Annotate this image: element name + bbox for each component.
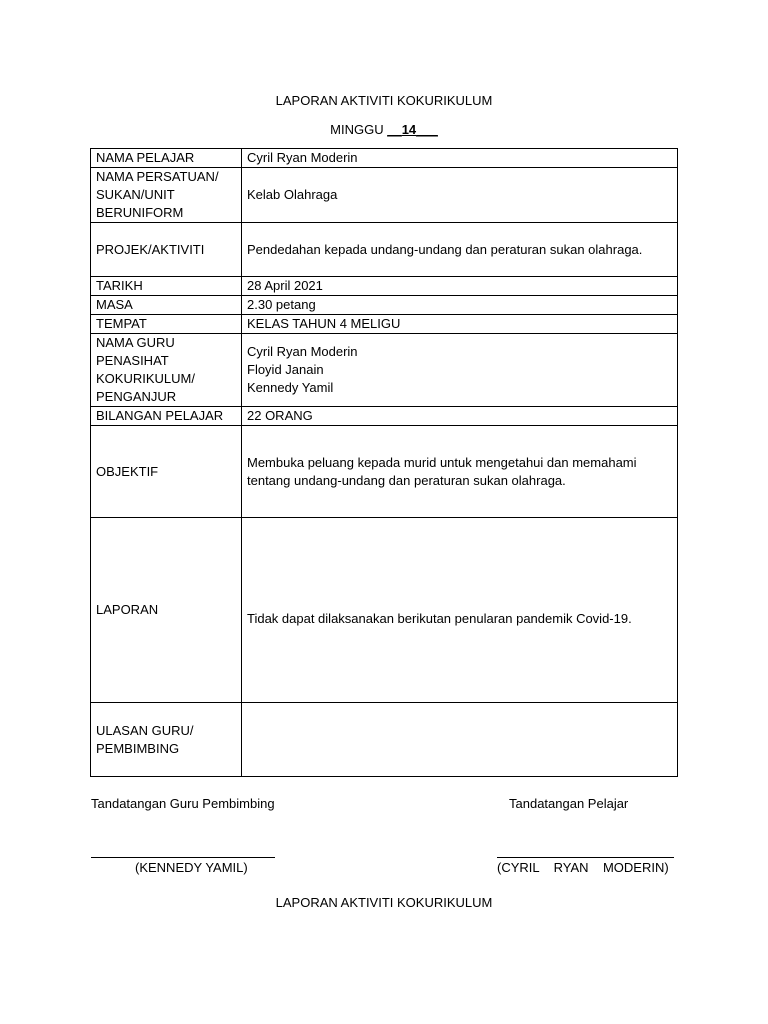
signature-line-guru — [91, 857, 275, 858]
label-guru: NAMA GURU PENASIHAT KOKURIKULUM/ PENGANJUR — [91, 334, 242, 407]
signature-name-guru: (KENNEDY YAMIL) — [135, 860, 248, 875]
label-bilangan: BILANGAN PELAJAR — [91, 407, 242, 426]
value-tempat: KELAS TAHUN 4 MELIGU — [242, 315, 678, 334]
row-objektif — [91, 426, 678, 518]
row-persatuan — [91, 168, 678, 223]
label-nama-pelajar: NAMA PELAJAR — [91, 149, 242, 168]
label-projek: PROJEK/AKTIVITI — [91, 223, 242, 277]
row-ulasan — [91, 703, 678, 777]
value-laporan: Tidak dapat dilaksanakan berikutan penularan pandemik Covid-19. — [242, 518, 678, 703]
signature-label-guru: Tandatangan Guru Pembimbing — [91, 796, 275, 811]
row-nama-pelajar — [91, 149, 678, 168]
value-nama-pelajar: Cyril Ryan Moderin — [242, 149, 678, 168]
signature-label-pelajar: Tandatangan Pelajar — [509, 796, 629, 811]
week-blank-suffix: ___ — [416, 122, 438, 137]
label-tempat: TEMPAT — [91, 315, 242, 334]
label-ulasan: ULASAN GURU/ PEMBIMBING — [91, 703, 242, 777]
row-laporan — [91, 518, 678, 703]
label-masa: MASA — [91, 296, 242, 315]
week-blank-prefix: __ — [387, 122, 402, 137]
row-projek — [91, 223, 678, 277]
report-table — [90, 148, 678, 777]
row-tarikh — [91, 277, 678, 296]
label-laporan: LAPORAN — [91, 518, 242, 703]
value-objektif: Membuka peluang kepada murid untuk mengetahui dan memahami tentang undang-undang dan peraturan sukan olahraga. — [242, 426, 678, 518]
row-masa — [91, 296, 678, 315]
footer-title: LAPORAN AKTIVITI KOKURIKULUM — [275, 895, 493, 910]
value-bilangan: 22 ORANG — [242, 407, 678, 426]
label-objektif: OBJEKTIF — [91, 426, 242, 518]
value-ulasan — [242, 703, 678, 777]
value-projek: Pendedahan kepada undang-undang dan peraturan sukan olahraga. — [242, 223, 678, 277]
signature-name-pelajar: (CYRIL RYAN MODERIN) — [497, 860, 669, 875]
week-number: 14 — [401, 122, 417, 137]
week-line — [0, 122, 768, 137]
signature-line-pelajar — [497, 857, 674, 858]
page-title: LAPORAN AKTIVITI KOKURIKULUM — [275, 93, 493, 108]
week-label: MINGGU — [330, 122, 384, 137]
value-persatuan: Kelab Olahraga — [242, 168, 678, 223]
row-bilangan — [91, 407, 678, 426]
label-persatuan: NAMA PERSATUAN/ SUKAN/UNIT BERUNIFORM — [91, 168, 242, 223]
label-tarikh: TARIKH — [91, 277, 242, 296]
row-guru — [91, 334, 678, 407]
value-tarikh: 28 April 2021 — [242, 277, 678, 296]
value-masa: 2.30 petang — [242, 296, 678, 315]
row-tempat — [91, 315, 678, 334]
value-guru: Cyril Ryan Moderin Floyid Janain Kennedy Yamil — [242, 334, 678, 407]
